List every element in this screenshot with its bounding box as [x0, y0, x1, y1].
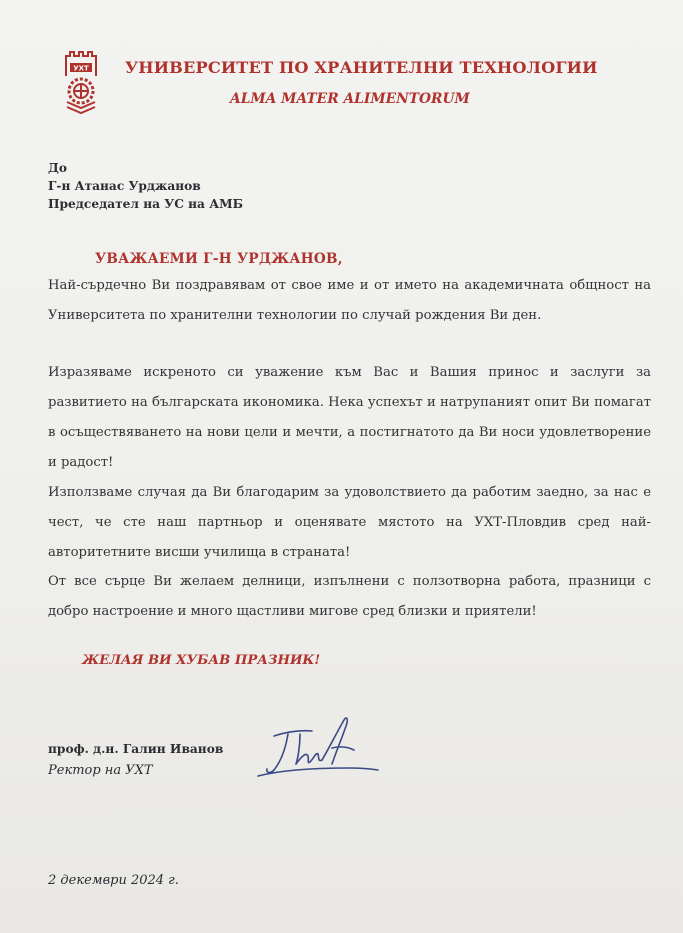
- university-logo: [58, 46, 104, 116]
- paragraph-3: Използваме случая да Ви благодарим за удоволствието да работим заедно, за нас е чест, че сте наш партньор и оценявате мястото на УХТ-Пловдив сред най-авторитетните висши училища в страната!: [48, 485, 651, 560]
- recipient-to: До: [48, 161, 67, 175]
- university-title: УНИВЕРСИТЕТ ПО ХРАНИТЕЛНИ ТЕХНОЛОГИИ: [125, 58, 598, 77]
- recipient-position: Председател на УС на АМБ: [48, 197, 244, 211]
- closing-wish: ЖЕЛАЯ ВИ ХУБАВ ПРАЗНИК!: [82, 653, 321, 668]
- signer-role: Ректор на УХТ: [48, 763, 153, 778]
- paragraph-2: Изразяваме искреното си уважение към Вас и Вашия принос и заслуги за развитието на българската икономика. Нека успехът и натрупаният опит Ви помагат в осъществяването на нови цели и мечти, а постигнатото да Ви носи удовлетворение и радост!: [48, 365, 651, 470]
- salutation: УВАЖАЕМИ Г-Н УРДЖАНОВ,: [95, 251, 343, 267]
- handwritten-signature: [252, 712, 382, 784]
- recipient-block: [48, 159, 243, 213]
- svg-text:УХТ: УХТ: [73, 64, 89, 73]
- recipient-name: Г-н Атанас Урджанов: [48, 179, 201, 193]
- paragraph-1: Най-сърдечно Ви поздравявам от свое име и от името на академичната общност на Университета по хранителни технологии по случай рождения Ви ден.: [48, 278, 651, 323]
- paragraph-4: От все сърце Ви желаем делници, изпълнени с ползотворна работа, празници с добро настроение и много щастливи мигове сред близки и приятели!: [48, 574, 651, 619]
- letter-date: 2 декември 2024 г.: [48, 873, 179, 888]
- signer-name: проф. д.н. Галин Иванов: [48, 742, 224, 756]
- university-motto: ALMA MATER ALIMENTORUM: [230, 91, 470, 107]
